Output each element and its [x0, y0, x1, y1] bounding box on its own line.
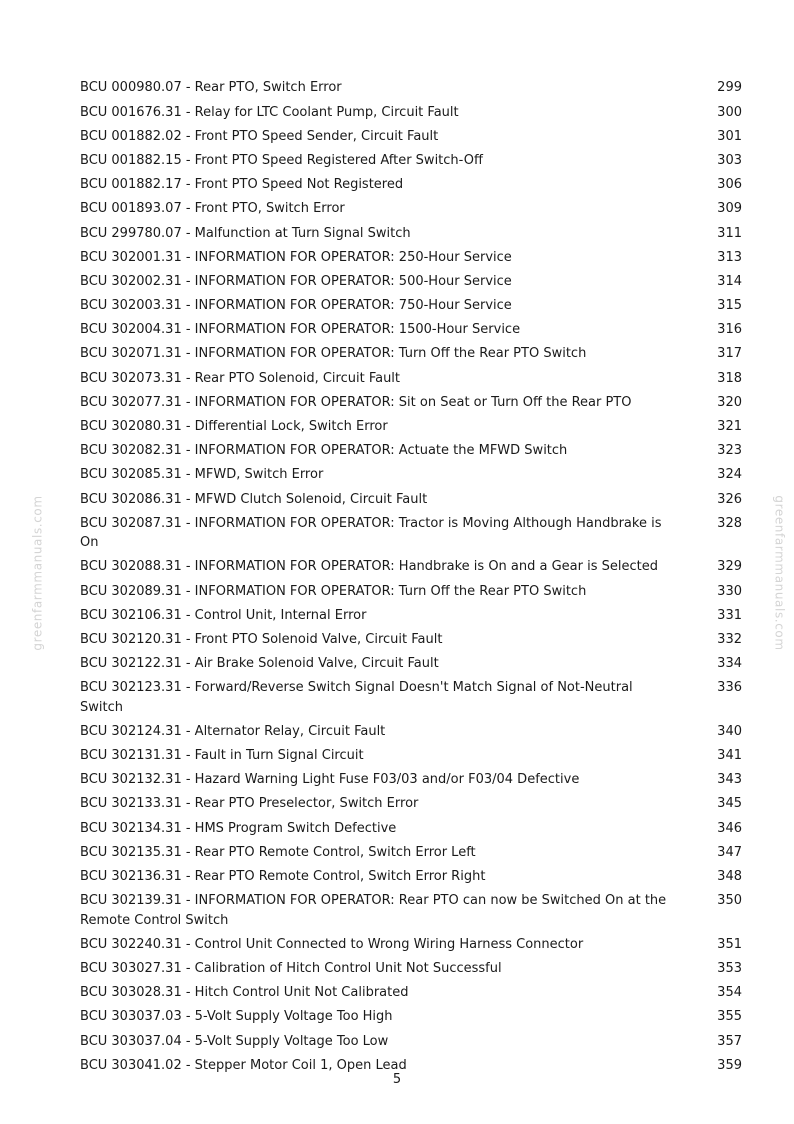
toc-entry[interactable] [80, 463, 742, 487]
toc-entry[interactable] [80, 100, 742, 124]
toc-entry[interactable] [80, 366, 742, 390]
toc-entry-page: 341 [717, 748, 742, 764]
toc-entry[interactable] [80, 744, 742, 768]
toc-entry[interactable] [80, 294, 742, 318]
toc-entry-title: BCU 001882.02 - Front PTO Speed Sender, Circuit Fault [80, 128, 439, 144]
toc-entry-title: BCU 302089.31 - INFORMATION FOR OPERATOR: Turn Off the Rear PTO Switch [80, 583, 587, 599]
toc-entry[interactable] [80, 840, 742, 864]
toc-entry-page: 318 [717, 370, 742, 386]
toc-entry-title: BCU 302133.31 - Rear PTO Preselector, Switch Error [80, 796, 419, 812]
toc-entry[interactable] [80, 792, 742, 816]
toc-entry-title: BCU 302240.31 - Control Unit Connected to Wrong Wiring Harness Connector [80, 936, 584, 952]
toc-entry-page: 359 [717, 1057, 742, 1073]
toc-entry-title: BCU 302071.31 - INFORMATION FOR OPERATOR: Turn Off the Rear PTO Switch [80, 346, 587, 362]
toc-entry[interactable] [80, 342, 742, 366]
toc-entry-title: BCU 299780.07 - Malfunction at Turn Signal Switch [80, 225, 411, 241]
toc-entry-page: 317 [717, 346, 742, 362]
page-number: 5 [392, 1072, 402, 1087]
toc-entry-title: BCU 302073.31 - Rear PTO Solenoid, Circuit Fault [80, 370, 401, 386]
watermark-right: greenfarmmanuals.com [772, 495, 787, 651]
toc-entry[interactable] [80, 981, 742, 1005]
toc-entry-page: 311 [717, 225, 742, 241]
toc-entry[interactable] [80, 415, 742, 439]
toc-entry[interactable] [80, 318, 742, 342]
toc-entry-page: 299 [717, 80, 742, 96]
toc-entry-title: BCU 303041.02 - Stepper Motor Coil 1, Open Lead [80, 1057, 407, 1073]
toc-entry-page: 303 [717, 152, 742, 168]
toc-entry-title: BCU 302085.31 - MFWD, Switch Error [80, 467, 324, 483]
toc-entry-page: 357 [717, 1033, 742, 1049]
toc-entry-title: BCU 302136.31 - Rear PTO Remote Control, Switch Error Right [80, 869, 486, 885]
toc-entry[interactable] [80, 245, 742, 269]
toc-entry-page: 346 [717, 820, 742, 836]
toc-entry-page: 314 [717, 273, 742, 289]
toc-entry[interactable] [80, 173, 742, 197]
toc-entry-title: BCU 001893.07 - Front PTO, Switch Error [80, 201, 345, 217]
toc-entry[interactable] [80, 816, 742, 840]
toc-entry-title: BCU 303028.31 - Hitch Control Unit Not Calibrated [80, 985, 409, 1001]
toc-entry-page: 347 [717, 844, 742, 860]
toc-entry-page: 351 [717, 936, 742, 952]
toc-entry[interactable] [80, 603, 742, 627]
toc-entry-page: 355 [717, 1009, 742, 1025]
toc-entry-page: 309 [717, 201, 742, 217]
toc-entry[interactable] [80, 149, 742, 173]
toc-entry-page: 353 [717, 960, 742, 976]
toc-entry-page: 350 [717, 893, 742, 909]
toc-entry[interactable] [80, 676, 742, 720]
toc-entry-title: BCU 000980.07 - Rear PTO, Switch Error [80, 80, 342, 96]
watermark-left: greenfarmmanuals.com [30, 495, 45, 651]
toc-entry-title: BCU 001676.31 - Relay for LTC Coolant Pump, Circuit Fault [80, 104, 459, 120]
toc-entry-page: 328 [717, 515, 742, 531]
toc-entry-page: 301 [717, 128, 742, 144]
toc-entry-title: BCU 302120.31 - Front PTO Solenoid Valve, Circuit Fault [80, 631, 443, 647]
toc-entry[interactable] [80, 932, 742, 956]
toc-entry[interactable] [80, 511, 742, 555]
toc-entry-page: 320 [717, 394, 742, 410]
toc-entry-title: BCU 302003.31 - INFORMATION FOR OPERATOR: 750-Hour Service [80, 298, 512, 314]
toc-entry-page: 331 [717, 607, 742, 623]
toc-entry-page: 324 [717, 467, 742, 483]
toc-entry-page: 334 [717, 656, 742, 672]
toc-entry[interactable] [80, 124, 742, 148]
toc-entry[interactable] [80, 652, 742, 676]
toc-entry-page: 336 [717, 680, 742, 696]
toc-entry-page: 354 [717, 985, 742, 1001]
toc-entry-page: 313 [717, 249, 742, 265]
toc-entry-page: 326 [717, 491, 742, 507]
toc-entry-page: 323 [717, 443, 742, 459]
toc-entry[interactable] [80, 1029, 742, 1053]
toc-entry[interactable] [80, 1005, 742, 1029]
toc-entry-title: BCU 302080.31 - Differential Lock, Switch Error [80, 419, 388, 435]
toc-entry-title: BCU 001882.17 - Front PTO Speed Not Registered [80, 177, 404, 193]
toc-entry-page: 329 [717, 559, 742, 575]
toc-entry-page: 300 [717, 104, 742, 120]
toc-entry[interactable] [80, 76, 742, 100]
toc-entry-title: BCU 302139.31 - INFORMATION FOR OPERATOR: Rear PTO can now be Switched On at the Remote Control Switch [80, 893, 667, 928]
toc-entry[interactable] [80, 579, 742, 603]
toc-entry-title: BCU 302001.31 - INFORMATION FOR OPERATOR: 250-Hour Service [80, 249, 512, 265]
toc-entry-page: 316 [717, 322, 742, 338]
table-of-contents [80, 76, 742, 1078]
toc-entry-page: 315 [717, 298, 742, 314]
toc-entry-title: BCU 303027.31 - Calibration of Hitch Control Unit Not Successful [80, 960, 502, 976]
toc-entry-title: BCU 302004.31 - INFORMATION FOR OPERATOR: 1500-Hour Service [80, 322, 521, 338]
toc-entry-title: BCU 302082.31 - INFORMATION FOR OPERATOR: Actuate the MFWD Switch [80, 443, 568, 459]
toc-entry-title: BCU 302086.31 - MFWD Clutch Solenoid, Circuit Fault [80, 491, 428, 507]
toc-entry-title: BCU 302087.31 - INFORMATION FOR OPERATOR: Tractor is Moving Although Handbrake is On [80, 515, 662, 551]
toc-entry[interactable] [80, 628, 742, 652]
toc-entry-title: BCU 302077.31 - INFORMATION FOR OPERATOR: Sit on Seat or Turn Off the Rear PTO [80, 394, 632, 410]
toc-entry[interactable] [80, 865, 742, 889]
toc-entry-title: BCU 303037.04 - 5-Volt Supply Voltage Too Low [80, 1033, 389, 1049]
toc-entry-title: BCU 302123.31 - Forward/Reverse Switch Signal Doesn't Match Signal of Not-Neutral Switch [80, 680, 633, 715]
toc-entry-title: BCU 303037.03 - 5-Volt Supply Voltage Too High [80, 1009, 393, 1025]
toc-entry-page: 321 [717, 419, 742, 435]
toc-entry[interactable] [80, 487, 742, 511]
toc-entry-page: 306 [717, 177, 742, 193]
toc-entry[interactable] [80, 270, 742, 294]
toc-entry-title: BCU 302132.31 - Hazard Warning Light Fuse F03/03 and/or F03/04 Defective [80, 772, 580, 788]
toc-entry-page: 343 [717, 772, 742, 788]
toc-entry[interactable] [80, 197, 742, 221]
toc-entry-title: BCU 302135.31 - Rear PTO Remote Control, Switch Error Left [80, 844, 476, 860]
toc-entry-page: 330 [717, 583, 742, 599]
toc-entry-page: 332 [717, 631, 742, 647]
toc-entry-title: BCU 302122.31 - Air Brake Solenoid Valve, Circuit Fault [80, 656, 439, 672]
toc-entry[interactable] [80, 768, 742, 792]
toc-entry[interactable] [80, 720, 742, 744]
toc-entry-title: BCU 302002.31 - INFORMATION FOR OPERATOR: 500-Hour Service [80, 273, 512, 289]
toc-entry-page: 340 [717, 723, 742, 739]
toc-entry[interactable] [80, 889, 742, 933]
toc-entry-title: BCU 302088.31 - INFORMATION FOR OPERATOR: Handbrake is On and a Gear is Selected [80, 559, 658, 575]
toc-entry-page: 348 [717, 869, 742, 885]
toc-entry[interactable] [80, 390, 742, 414]
toc-entry-page: 345 [717, 796, 742, 812]
toc-entry[interactable] [80, 439, 742, 463]
toc-entry[interactable] [80, 221, 742, 245]
toc-entry[interactable] [80, 555, 742, 579]
toc-entry-title: BCU 302131.31 - Fault in Turn Signal Circuit [80, 748, 364, 764]
toc-entry-title: BCU 302134.31 - HMS Program Switch Defective [80, 820, 397, 836]
toc-entry[interactable] [80, 957, 742, 981]
toc-entry-title: BCU 001882.15 - Front PTO Speed Registered After Switch-Off [80, 152, 483, 168]
toc-entry-title: BCU 302124.31 - Alternator Relay, Circuit Fault [80, 723, 386, 739]
toc-entry-title: BCU 302106.31 - Control Unit, Internal Error [80, 607, 367, 623]
